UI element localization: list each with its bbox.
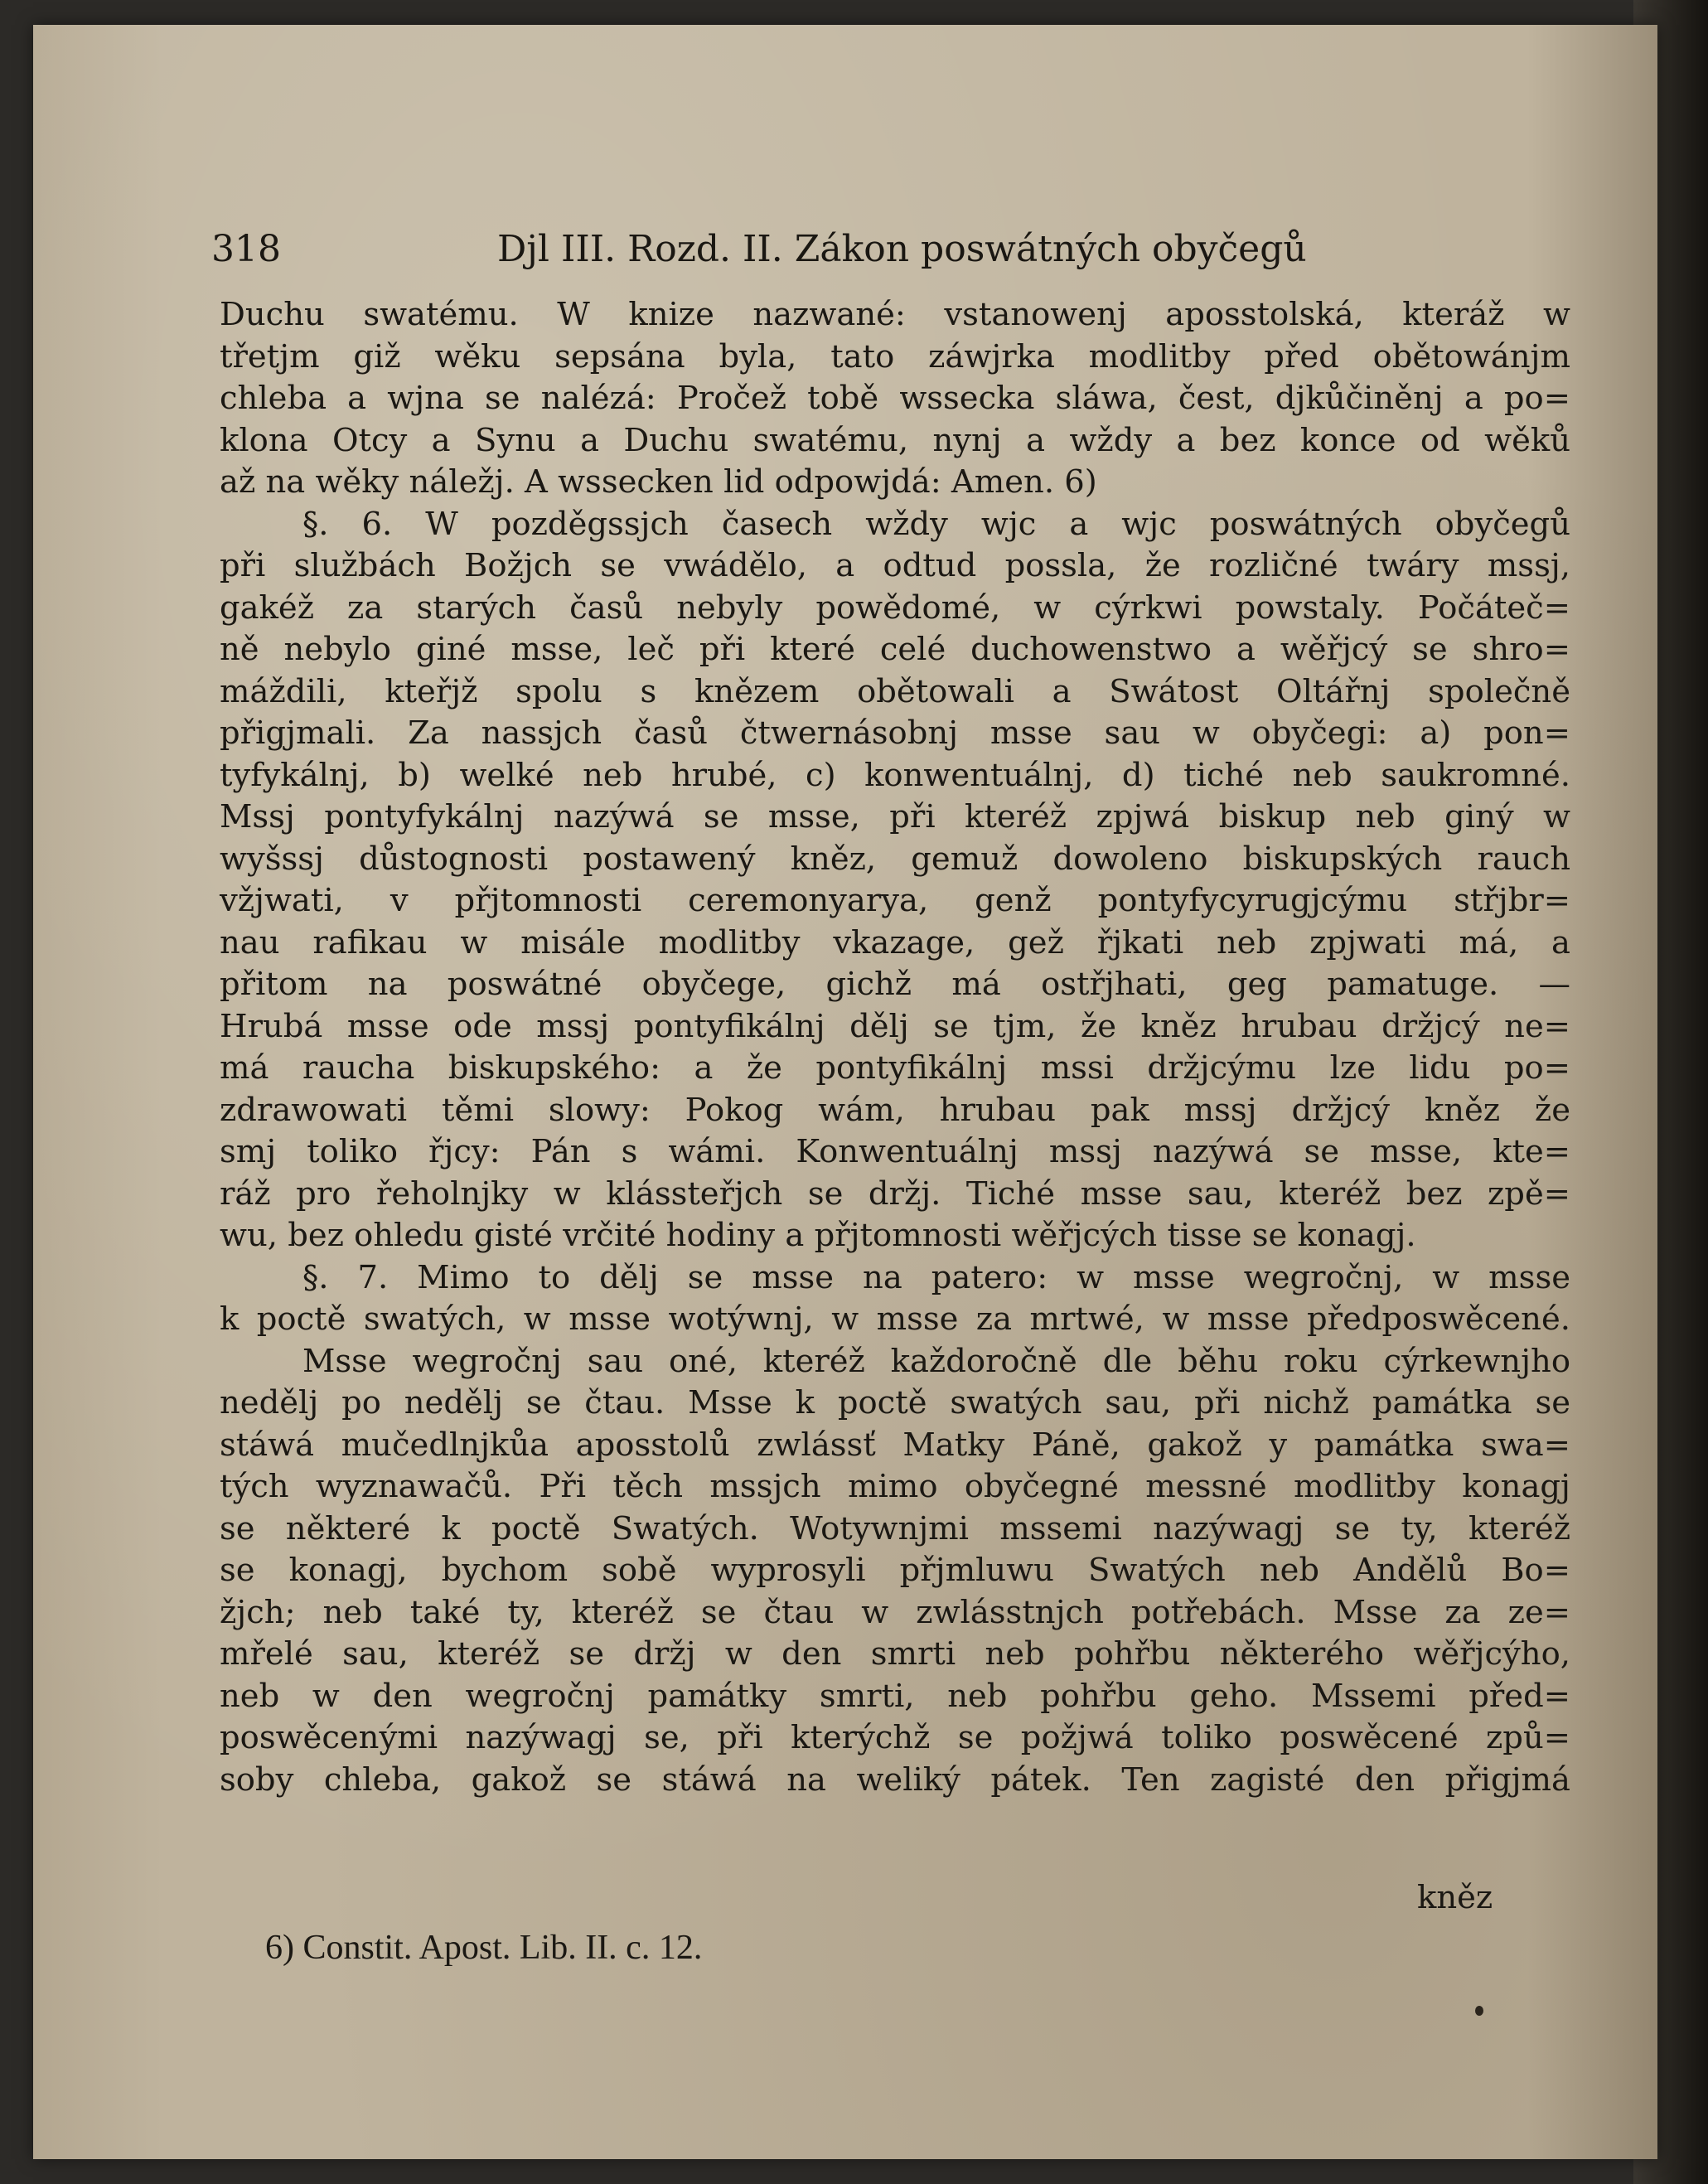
text-line: tých wyznawačů. Při těch mssjch mimo obyčegné messné modlitby konagj: [220, 1468, 1570, 1505]
text-line: gakéž za starých časů nebyly powědomé, w cýrkwi powstaly. Počáteč=: [220, 588, 1570, 627]
text-line: Mssj pontyfykálnj nazýwá se msse, při kteréž zpjwá biskup neb giný w: [220, 798, 1570, 835]
text-line: poswěcenými nazýwagj se, při kterýchž se požjwá toliko poswěcené způ=: [220, 1719, 1570, 1756]
text-line: ráž pro řeholnjky w klássteřjch se držj. Tiché msse sau, kteréž bez zpě=: [220, 1174, 1570, 1213]
ink-speck: [1475, 2006, 1483, 2016]
text-line: mřelé sau, kteréž se držj w den smrti neb pohřbu některého wěřjcýho,: [220, 1635, 1570, 1673]
text-line: máždili, kteřjž spolu s knězem obětowali a Swátost Oltářnj společně: [220, 672, 1570, 710]
page-header: [211, 220, 1330, 278]
text-line: při službách Božjch se vwádělo, a odtud possla, že rozličné twáry mssj,: [220, 547, 1570, 584]
text-line: Duchu swatému. W knize nazwané: vstanowenj aposstolská, kteráž w: [220, 296, 1570, 333]
text-line: ně nebylo giné msse, leč při které celé duchowenstwo a wěřjcý se shro=: [220, 631, 1570, 668]
text-line: žjch; neb také ty, kteréž se čtau w zwlásstnjch potřebách. Msse za ze=: [220, 1593, 1570, 1631]
text-line: nedělj po nedělj se čtau. Msse k poctě swatých sau, při nichž památka se: [220, 1384, 1570, 1421]
footnote: 6) Constit. Apost. Lib. II. c. 12.: [265, 1929, 703, 1967]
paragraph-start-line: Msse wegročnj sau oné, kteréž každoročně dle běhu roku cýrkewnjho: [302, 1342, 1570, 1380]
text-line: až na wěky náležj. A wssecken lid odpowjdá: Amen. 6): [220, 463, 1097, 501]
body-text: [220, 294, 1570, 1801]
text-line: přitom na poswátné obyčege, gichž má ostřjhati, geg pamatuge. —: [220, 966, 1570, 1003]
text-line: se konagj, bychom sobě wyprosyli přjmluwu Swatých neb Andělů Bo=: [220, 1552, 1570, 1589]
text-line: vžjwati, v přjtomnosti ceremonyarya, genž pontyfycyrugjcýmu střjbr=: [220, 882, 1570, 919]
catchword: kněz: [1417, 1879, 1493, 1916]
paragraph-start-line: §. 7. Mimo to dělj se msse na patero: w msse wegročnj, w msse: [302, 1258, 1570, 1296]
text-line: chleba a wjna se nalézá: Pročež tobě wssecka sláwa, čest, djkůčiněnj a po=: [220, 380, 1570, 417]
text-line: neb w den wegročnj památky smrti, neb pohřbu geho. Mssemi před=: [220, 1677, 1570, 1715]
text-line: se některé k poctě Swatých. Wotywnjmi mssemi nazýwagj se ty, kteréž: [220, 1509, 1570, 1547]
running-head: Djl III. Rozd. II. Zákon poswátných obyčegů: [497, 228, 1307, 270]
paragraph-start-line: §. 6. W pozděgssjch časech wždy wjc a wjc poswátných obyčegů: [302, 505, 1570, 543]
text-line: třetjm giž wěku sepsána byla, tato záwjrka modlitby před obětowánjm: [220, 337, 1570, 375]
text-line: nau rafikau w misále modlitby vkazage, gež řjkati neb zpjwati má, a: [220, 923, 1570, 961]
text-line: smj toliko řjcy: Pán s wámi. Konwentuálnj mssj nazýwá se msse, kte=: [220, 1133, 1570, 1170]
text-line: soby chleba, gakož se stáwá na weliký pátek. Ten zagisté den přigjmá: [220, 1760, 1570, 1799]
text-line: má raucha biskupského: a že pontyfikálnj mssi držjcýmu lze lidu po=: [220, 1049, 1570, 1087]
text-line: přigjmali. Za nassjch časů čtwernásobnj msse sau w obyčegi: a) pon=: [220, 714, 1570, 752]
page-number: 318: [211, 228, 281, 270]
text-line: Hrubá msse ode mssj pontyfikálnj dělj se tjm, že kněz hrubau držjcý ne=: [220, 1007, 1570, 1045]
text-line: wu, bez ohledu gisté vrčité hodiny a přjtomnosti wěřjcých tisse se konagj.: [220, 1217, 1416, 1254]
text-line: k poctě swatých, w msse wotýwnj, w msse za mrtwé, w msse předposwěcené.: [220, 1300, 1570, 1338]
text-line: wyšssj důstognosti postawený kněz, gemuž dowoleno biskupských rauch: [220, 840, 1570, 878]
book-page: [33, 25, 1657, 2159]
text-line: klona Otcy a Synu a Duchu swatému, nynj a wždy a bez konce od wěků: [220, 421, 1570, 459]
text-line: zdrawowati těmi slowy: Pokog wám, hrubau pak mssj držjcý kněz že: [220, 1091, 1570, 1129]
text-line: tyfykálnj, b) welké neb hrubé, c) konwentuálnj, d) tiché neb saukromné.: [220, 756, 1570, 794]
text-line: stáwá mučedlnjkůa aposstolů zwlássť Matky Páně, gakož y památka swa=: [220, 1426, 1570, 1464]
